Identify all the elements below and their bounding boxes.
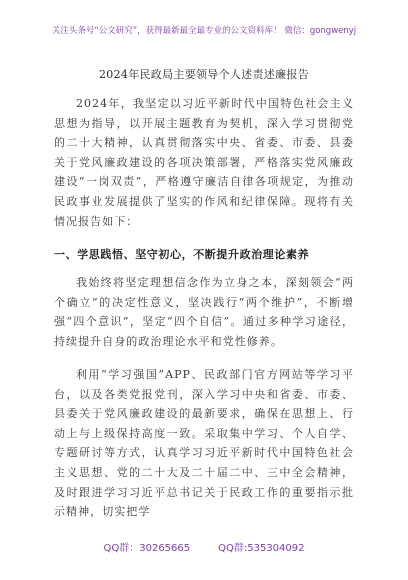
header-notice: 关注头条号“公文研究”，获得最新最全最专业的公文资料库！ 微信：gongwenyj [51, 26, 357, 36]
footer-contacts [0, 539, 408, 554]
document-title: 2024年民政局主要领导个人述责述廉报告 [99, 68, 309, 81]
section-heading: 一、学思践悟、坚守初心，不断提升政治理论素养 [54, 248, 310, 261]
qq-group-2: QQ群:535304092 [218, 543, 305, 554]
body-paragraph: 我始终将坚定理想信念作为立身之本，深刻领会“两个确立”的决定性意义，坚决践行“两个维护”，不断增强“四个意识”，坚定“四个自信”。通过多种学习途径，持续提升自身的政治理论水平和党性修养。 [54, 276, 354, 348]
intro-paragraph: 2024年，我坚定以习近平新时代中国特色社会主义思想为指导，以开展主题教育为契机，深入学习贯彻党的二十大精神，认真贯彻落实中央、省委、市委、县委关于党风廉政建设的各项决策部署，严格落实党风廉政建设“一岗双责”，严格遵守廉洁自律各项规定，为推动民政事业发展提供了坚实的作风和纪律保障。现将有关情况报告如下： [54, 97, 354, 228]
qq-group-1: QQ群：30265665 [103, 543, 191, 554]
body-paragraph: 利用“学习强国”APP、民政部门官方网站等学习平台，以及各类党报党刊，深入学习中央和省委、市委、县委关于党风廉政建设的最新要求，确保在思想上、行动上与上级保持高度一致。采取集中学习、个人自学、专题研讨等方式，认真学习习近平新时代中国特色社会主义思想、党的二十大及二十届二中、三中全会精神，及时跟进学习习近平总书记关于民政工作的重要指示批示精神，切实把学 [54, 368, 354, 519]
